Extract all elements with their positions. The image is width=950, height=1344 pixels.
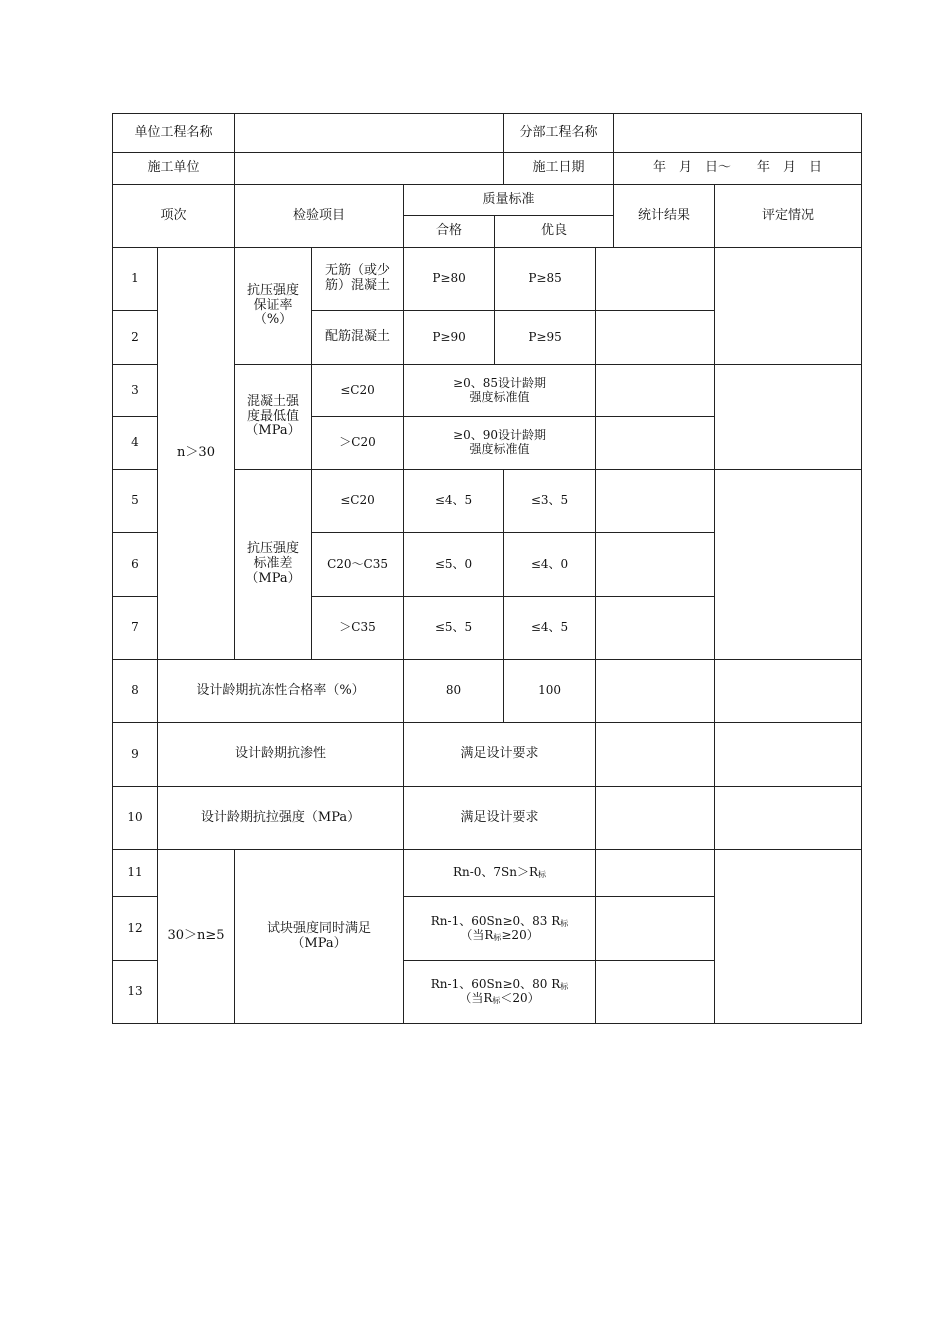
evaluation-cell[interactable]	[715, 787, 862, 850]
standard-line: ≥0、85设计龄期	[453, 375, 546, 390]
row-number: 7	[113, 597, 158, 660]
column-header-row	[113, 185, 862, 216]
col-excellent: 优良	[495, 216, 614, 248]
group-compressive-guarantee: 抗压强度保证率（%）	[235, 248, 312, 365]
col-quality-standard: 质量标准	[404, 185, 614, 216]
row-number: 13	[113, 961, 158, 1024]
excellent-value: ≤3、5	[504, 470, 596, 533]
statistics-cell[interactable]	[596, 311, 715, 365]
standard-value: 满足设计要求	[404, 723, 596, 787]
statistics-cell[interactable]	[596, 365, 715, 417]
row-number: 5	[113, 470, 158, 533]
col-statistics: 统计结果	[614, 185, 715, 248]
sub-item: C20～C35	[312, 533, 404, 597]
sub-project-label: 分部工程名称	[504, 114, 614, 153]
row-number: 4	[113, 417, 158, 470]
col-inspection-item: 检验项目	[235, 185, 404, 248]
statistics-cell[interactable]	[596, 248, 715, 311]
evaluation-cell[interactable]	[715, 850, 862, 1024]
statistics-cell[interactable]	[596, 961, 715, 1024]
evaluation-cell[interactable]	[715, 248, 862, 365]
standard-value	[404, 417, 596, 470]
excellent-value: ≤4、5	[504, 597, 596, 660]
group-min-strength: 混凝土强度最低值（MPa）	[235, 365, 312, 470]
row-number: 1	[113, 248, 158, 311]
condition-subscript: 标	[493, 932, 502, 942]
statistics-cell[interactable]	[596, 470, 715, 533]
standard-condition-line	[406, 929, 593, 943]
pass-value: ≤4、5	[404, 470, 504, 533]
row-number: 3	[113, 365, 158, 417]
quality-evaluation-table	[112, 113, 862, 1024]
unit-project-label: 单位工程名称	[113, 114, 235, 153]
pass-value: P≥90	[404, 311, 495, 365]
excellent-value: P≥85	[495, 248, 596, 311]
statistics-cell[interactable]	[596, 597, 715, 660]
standard-value	[404, 897, 596, 961]
statistics-cell[interactable]	[596, 850, 715, 897]
group-std-deviation: 抗压强度标准差（MPa）	[235, 470, 312, 660]
evaluation-cell[interactable]	[715, 723, 862, 787]
standard-value	[404, 365, 596, 417]
sub-item: 配筋混凝土	[312, 311, 404, 365]
pass-value: 80	[404, 660, 504, 723]
header-row-contractor	[113, 153, 862, 185]
unit-project-field[interactable]	[235, 114, 504, 153]
group-n-gt-30: n＞30	[158, 248, 235, 660]
evaluation-cell[interactable]	[715, 660, 862, 723]
statistics-cell[interactable]	[596, 723, 715, 787]
table-row	[113, 660, 862, 723]
row-number: 12	[113, 897, 158, 961]
standard-formula: Rn-1、60Sn≥0、80 R	[430, 977, 561, 992]
excellent-value: P≥95	[495, 311, 596, 365]
date-field[interactable]: 年 月 日～ 年 月 日	[614, 153, 862, 185]
group-specimen-strength	[235, 850, 404, 1024]
standard-formula-line	[406, 978, 593, 992]
sub-item: ＞C20	[312, 417, 404, 470]
standard-formula-line	[406, 915, 593, 929]
standard-subscript: 标	[560, 918, 569, 928]
col-pass: 合格	[404, 216, 495, 248]
row-number: 11	[113, 850, 158, 897]
statistics-cell[interactable]	[596, 533, 715, 597]
sub-item: 无筋（或少筋）混凝土	[312, 248, 404, 311]
inspection-item: 设计龄期抗冻性合格率（%）	[158, 660, 404, 723]
row-number: 6	[113, 533, 158, 597]
standard-line: ≥0、90设计龄期	[453, 428, 546, 443]
evaluation-cell[interactable]	[715, 365, 862, 470]
row-number: 9	[113, 723, 158, 787]
pass-value: ≤5、5	[404, 597, 504, 660]
condition-suffix: ≥20）	[501, 927, 539, 942]
inspection-item: 设计龄期抗渗性	[158, 723, 404, 787]
pass-value: P≥80	[404, 248, 495, 311]
row-number: 2	[113, 311, 158, 365]
condition-prefix: （当R	[459, 991, 493, 1005]
header-row-project	[113, 114, 862, 153]
standard-value: 满足设计要求	[404, 787, 596, 850]
table-row	[113, 787, 862, 850]
condition-suffix: ＜20）	[500, 991, 540, 1005]
table-row	[113, 248, 862, 311]
standard-line: 强度标准值	[469, 389, 530, 404]
table-row	[113, 723, 862, 787]
col-item-no: 项次	[113, 185, 235, 248]
statistics-cell[interactable]	[596, 660, 715, 723]
sub-item: ≤C20	[312, 470, 404, 533]
date-label: 施工日期	[504, 153, 614, 185]
evaluation-cell[interactable]	[715, 470, 862, 660]
pass-value: ≤5、0	[404, 533, 504, 597]
sub-project-field[interactable]	[614, 114, 862, 153]
table-row	[113, 850, 862, 897]
col-evaluation: 评定情况	[715, 185, 862, 248]
contractor-label: 施工单位	[113, 153, 235, 185]
standard-subscript: 标	[560, 982, 569, 992]
inspection-item: 设计龄期抗拉强度（MPa）	[158, 787, 404, 850]
condition-prefix: （当R	[460, 927, 494, 942]
statistics-cell[interactable]	[596, 787, 715, 850]
standard-condition-line	[406, 992, 593, 1006]
specimen-strength-label: 试块强度同时满足（MPa）	[267, 920, 372, 951]
statistics-cell[interactable]	[596, 417, 715, 470]
excellent-value: 100	[504, 660, 596, 723]
excellent-value: ≤4、0	[504, 533, 596, 597]
standard-formula: Rn-0、7Sn＞R	[452, 865, 539, 880]
row-number: 8	[113, 660, 158, 723]
standard-value	[404, 850, 596, 897]
standard-line: 强度标准值	[469, 442, 530, 456]
contractor-field[interactable]	[235, 153, 504, 185]
row-number: 10	[113, 787, 158, 850]
condition-subscript: 标	[492, 996, 501, 1005]
standard-subscript: 标	[538, 870, 547, 880]
statistics-cell[interactable]	[596, 897, 715, 961]
group-n-30-to-5: 30＞n≥5	[158, 850, 235, 1024]
sub-item: ≤C20	[312, 365, 404, 417]
sub-item: ＞C35	[312, 597, 404, 660]
standard-formula: Rn-1、60Sn≥0、83 R	[430, 913, 561, 928]
standard-value	[404, 961, 596, 1024]
